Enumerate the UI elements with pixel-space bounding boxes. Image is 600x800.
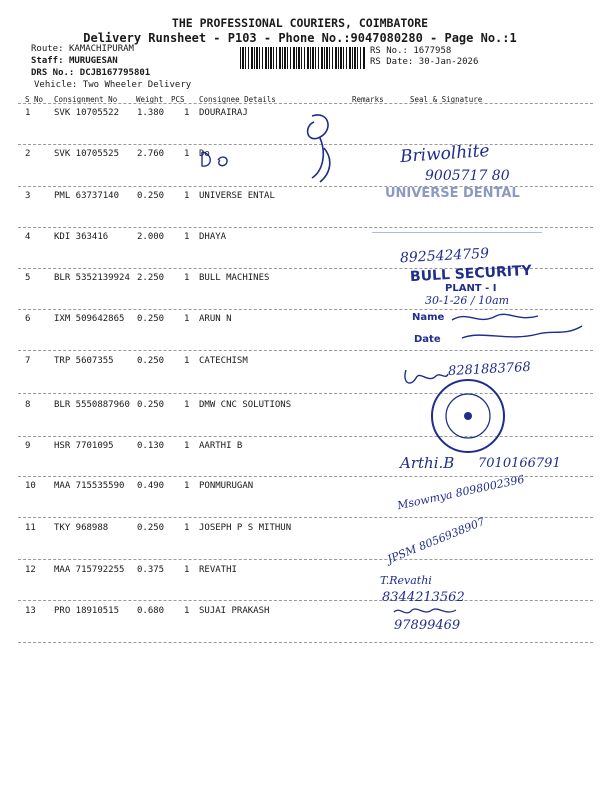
row-sno: 8 [25,400,31,410]
row-pcs: 1 [184,606,190,616]
row2-signature-name: Briwolhite [399,140,491,168]
row-pcs: 1 [184,232,190,242]
col-sno: S No [25,95,44,104]
row-sno: 2 [25,149,31,159]
row11-signature: JPSM 8056938907 [385,514,487,567]
row-consignee: REVATHI [199,565,237,575]
vehicle-label: Vehicle: [34,80,78,90]
row-weight: 2.760 [137,149,165,159]
row-weight: 0.250 [137,400,165,410]
row-divider [18,559,593,560]
route-label: Route: [31,44,64,54]
row3-dental-stamp: UNIVERSE DENTAL [385,186,520,201]
row-sno: 4 [25,232,31,242]
row6-signature-scribble [448,308,588,348]
row12-signature-name: T.Revathi [380,574,432,587]
row1-signature-scribble [290,108,350,188]
drs-label: DRS No.: [31,68,75,78]
row-consignment: MAA 715535590 [54,481,125,491]
row-consignee: DMW CNC SOLUTIONS [199,400,292,410]
row-weight: 0.130 [137,441,165,451]
row-pcs: 1 [184,523,190,533]
row-consignee: DHAYA [199,232,227,242]
row-pcs: 1 [184,565,190,575]
row-weight: 2.000 [137,232,165,242]
col-pcs: PCS [171,95,185,104]
company-name: THE PROFESSIONAL COURIERS, COIMBATORE [171,16,429,30]
col-seal: Seal & Signature [410,95,483,104]
row-sno: 7 [25,356,31,366]
row-consignee: UNIVERSE ENTAL [199,191,275,201]
row-consignment: PRO 18910515 [54,606,120,616]
barcode [240,47,366,69]
row-consignment: TKY 968988 [54,523,109,533]
row-sno: 12 [25,565,36,575]
row-divider [18,103,593,104]
row-pcs: 1 [184,108,190,118]
row-consignee: AARTHI B [199,441,243,451]
staff-value: MURUGESAN [68,56,118,66]
row-sno: 3 [25,191,31,201]
row-consignment: IXM 509642865 [54,314,125,324]
row-consignee: SUJAI PRAKASH [199,606,270,616]
staff-label: Staff: [31,56,64,66]
row10-signature: Msowmya 8098002396 [396,472,526,513]
row-pcs: 1 [184,314,190,324]
col-consignment: Consignment No [54,95,118,104]
row8-company-seal [428,376,508,456]
row-weight: 2.250 [137,273,165,283]
row-divider [18,642,593,643]
drs-value: DCJB167795801 [79,68,151,78]
route-value: KAMACHIPURAM [68,44,134,54]
row-consignee: JOSEPH P S MITHUN [199,523,292,533]
row-divider [18,600,593,601]
row-pcs: 1 [184,356,190,366]
row-weight: 0.250 [137,191,165,201]
row-consignment: TRP 5607355 [54,356,114,366]
row-consignment: SVK 10705522 [54,108,120,118]
row-weight: 0.490 [137,481,165,491]
row-sno: 9 [25,441,31,451]
row-consignee: ARUN N [199,314,232,324]
row-divider [18,350,593,351]
rs-date-line [370,57,478,67]
rs-no-value: 1677958 [413,46,452,56]
col-remarks: Remarks [352,95,384,104]
bull-stamp-date-hand: 30-1-26 / 10am [425,294,510,307]
row-pcs: 1 [184,400,190,410]
row-consignment: HSR 7701095 [54,441,114,451]
vehicle-line [34,80,191,90]
row-pcs: 1 [184,441,190,451]
row5-signature-phone: 8925424759 [399,245,490,267]
stamp-name-label: Name [412,312,445,323]
row-consignee: PONMURUGAN [199,481,254,491]
row-sno: 11 [25,523,36,533]
row-divider [18,517,593,518]
row-weight: 0.250 [137,356,165,366]
col-consignee: Consignee Details [199,95,276,104]
rs-date-value: 30-Jan-2026 [418,57,479,67]
row-weight: 0.250 [137,314,165,324]
row-consignee: DOURAIRAJ [199,108,248,118]
bull-plant-stamp: PLANT - I [445,283,497,294]
runsheet-title: Delivery Runsheet - P103 - Phone No.:9047080280 - Page No.:1 [83,31,517,45]
row-consignment: PML 63737140 [54,191,120,201]
bull-security-stamp: BULL SECURITY [409,262,533,286]
stamp-date-label: Date [414,334,441,345]
row-consignment: KDI 363416 [54,232,109,242]
rs-no-label: RS No.: [370,46,408,56]
row-sno: 1 [25,108,31,118]
row-consignee: Do [199,149,210,159]
row-sno: 13 [25,606,36,616]
row-sno: 5 [25,273,31,283]
row-weight: 0.680 [137,606,165,616]
row-pcs: 1 [184,273,190,283]
row-weight: 1.380 [137,108,165,118]
rs-no-line [370,46,451,56]
row9-signature-phone: 7010166791 [478,456,561,471]
row2-signature-phone: 9005717 80 [425,168,510,184]
rs-date-label: RS Date: [370,57,414,67]
row-weight: 0.375 [137,565,165,575]
row7-signature-phone: 8281883768 [447,359,532,380]
row-pcs: 1 [184,149,190,159]
row3-stamp-line [372,220,542,233]
row-consignee: BULL MACHINES [199,273,270,283]
row-weight: 0.250 [137,523,165,533]
row-consignment: BLR 5352139924 [54,273,130,283]
row2-ditto-mark [198,148,238,170]
row12-signature-phone: 8344213562 [382,590,465,605]
staff-line [31,56,118,66]
row-sno: 6 [25,314,31,324]
vehicle-value: Two Wheeler Delivery [82,80,192,90]
route-line [31,44,134,54]
row-consignment: SVK 10705525 [54,149,120,159]
drs-line [31,68,150,78]
row13-signature-phone: 97899469 [394,618,461,633]
row-pcs: 1 [184,481,190,491]
row-consignee: CATECHISM [199,356,248,366]
row-consignment: BLR 5550887960 [54,400,130,410]
row-sno: 10 [25,481,36,491]
row-consignment: MAA 715792255 [54,565,125,575]
row-pcs: 1 [184,191,190,201]
row9-signature: Arthi.B [400,454,455,472]
col-weight: Weight [136,95,164,104]
